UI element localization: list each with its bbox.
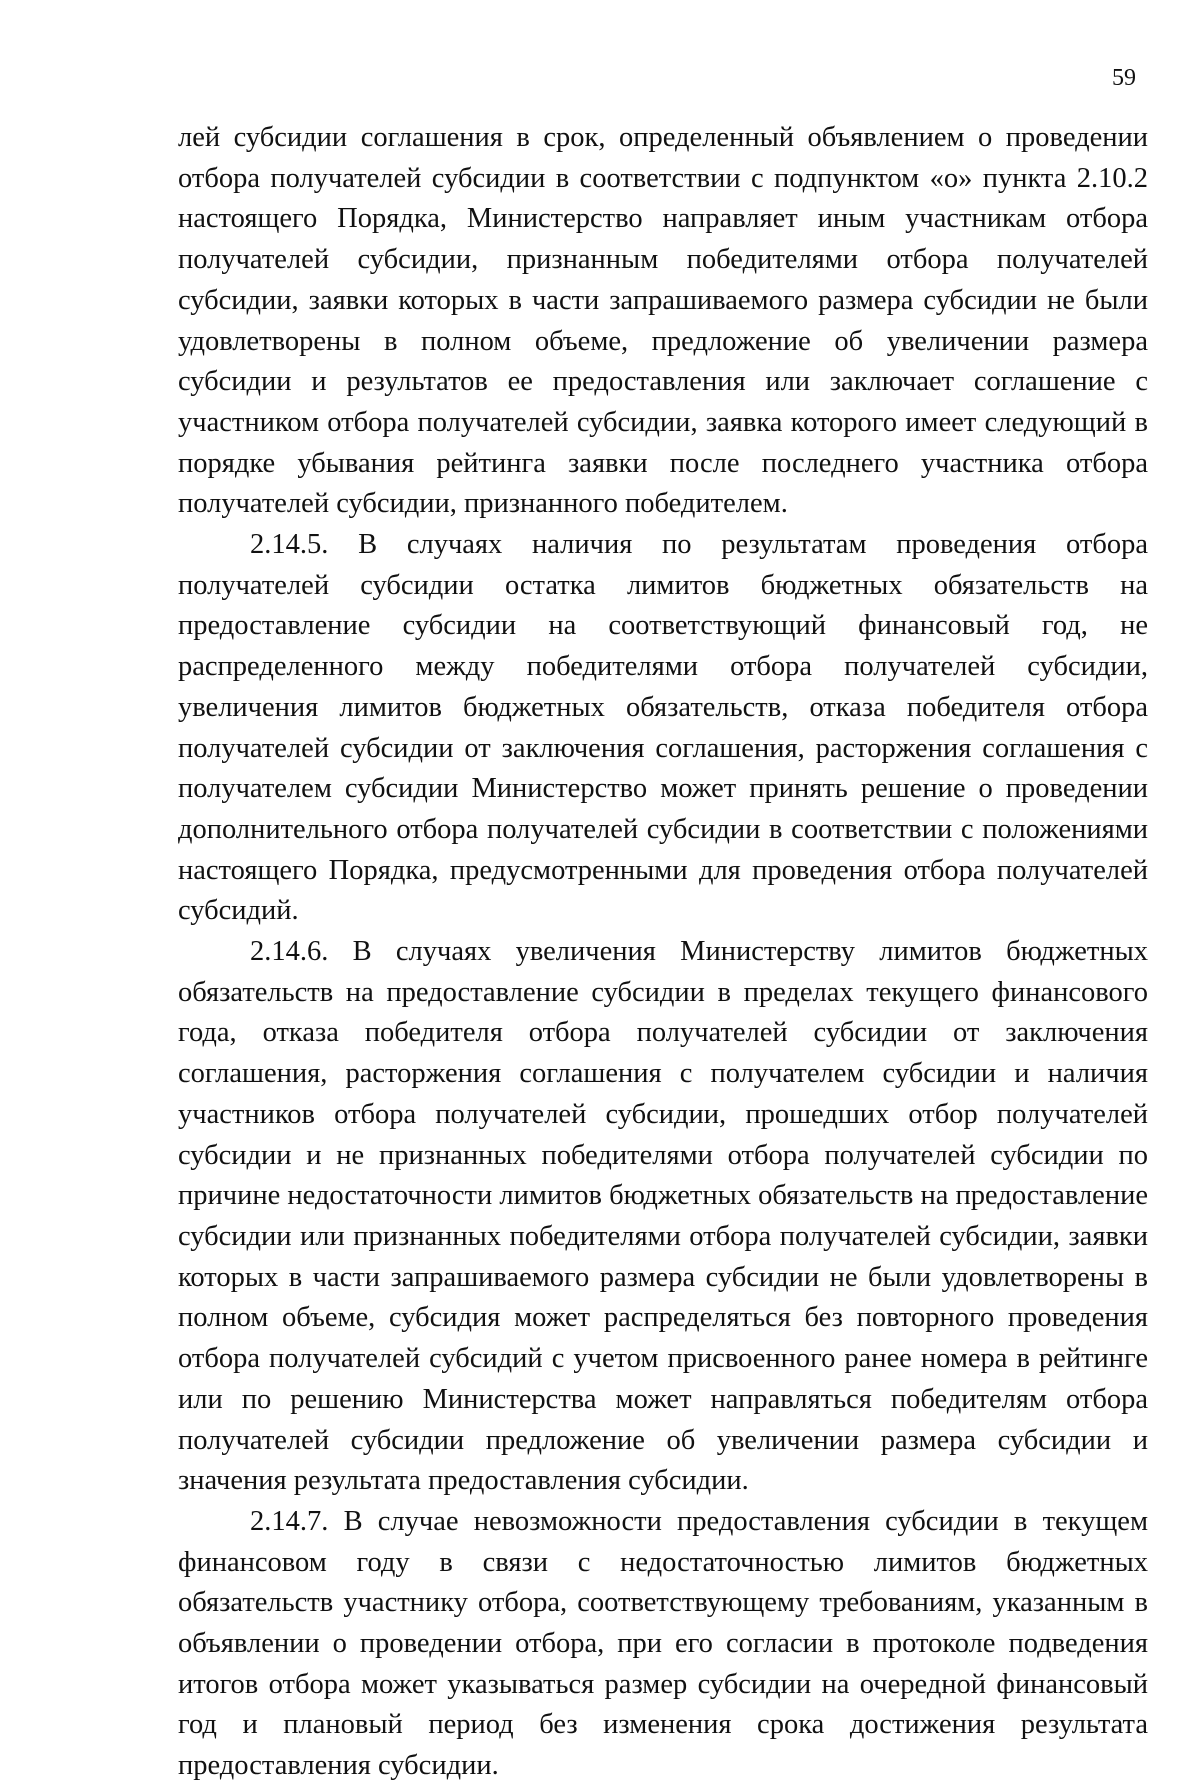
document-body xyxy=(178,118,1148,1787)
paragraph-2-14-7: 2.14.7. В случае невозможности предоставления субсидии в текущем финансовом году в связи с недостаточностью лимитов бюджетных обязательств участнику отбора, соответствующему требованиям, указанным в объявлении о проведении отбора, при его согласии в протоколе подведения итогов отбора может указываться размер субсидии на очередной финансовый год и плановый период без изменения срока достижения результата предоставления субсидии. xyxy=(178,1505,1148,1782)
page-number: 59 xyxy=(1112,65,1136,91)
paragraph-2-14-6: 2.14.6. В случаях увеличения Министерству лимитов бюджетных обязательств на предоставление субсидии в пределах текущего финансового года, отказа победителя отбора получателей субсидии от заключения соглашения, расторжения соглашения с получателем субсидии и наличия участников отбора получателей субсидии, прошедших отбор получателей субсидии и не признанных победителями отбора получателей субсидии по причине недостаточности лимитов бюджетных обязательств на предоставление субсидии или признанных победителями отбора получателей субсидии, заявки которых в части запрашиваемого размера субсидии не были удовлетворены в полном объеме, субсидия может распределяться без повторного проведения отбора получателей субсидий с учетом присвоенного ранее номера в рейтинге или по решению Министерства может направляться победителям отбора получателей субсидии предложение об увеличении размера субсидии и значения результата предоставления субсидии. xyxy=(178,936,1148,1497)
paragraph-2-14-5: 2.14.5. В случаях наличия по результатам проведения отбора получателей субсидии остатка лимитов бюджетных обязательств на предоставление субсидии на соответствующий финансовый год, не распределенного между победителями отбора получателей субсидии, увеличения лимитов бюджетных обязательств, отказа победителя отбора получателей субсидии от заключения соглашения, расторжения соглашения с получателем субсидии Министерство может принять решение о проведении дополнительного отбора получателей субсидии в соответствии с положениями настоящего Порядка, предусмотренными для проведения отбора получателей субсидий. xyxy=(178,529,1148,927)
paragraph-continuation: лей субсидии соглашения в срок, определенный объявлением о проведении отбора получателей субсидии в соответствии с подпунктом «о» пункта 2.10.2 настоящего Порядка, Министерство направляет иным участникам отбора получателей субсидии, признанным победителями отбора получателей субсидии, заявки которых в части запрашиваемого размера субсидии не были удовлетворены в полном объеме, предложение об увеличении размера субсидии и результатов ее предоставления или заключает соглашение с участником отбора получателей субсидии, заявка которого имеет следующий в порядке убывания рейтинга заявки после последнего участника отбора получателей субсидии, признанного победителем. xyxy=(178,122,1148,520)
